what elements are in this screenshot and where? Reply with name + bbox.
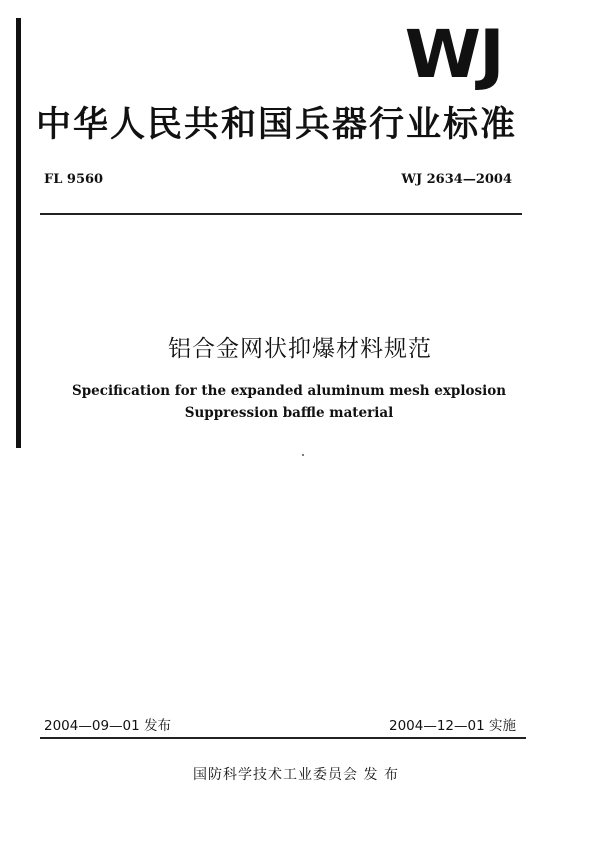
bottom-divider — [40, 737, 526, 739]
document-title-english — [0, 380, 578, 424]
implementation-date: 2004—12—01 实施 — [388, 718, 516, 734]
standard-title: 中华人民共和国兵器行业标准 — [36, 105, 518, 145]
document-title-chinese: 铝合金网状抑爆材料规范 — [168, 336, 432, 362]
issue-date: 2004—09—01 发布 — [44, 718, 172, 734]
standard-number: WJ 2634—2004 — [401, 172, 512, 187]
wj-logo: WJ — [404, 16, 503, 93]
classification-code: FL 9560 — [44, 172, 104, 187]
scan-speck — [302, 454, 304, 456]
top-divider — [40, 213, 522, 215]
publisher: 国防科学技术工业委员会 发 布 — [193, 767, 399, 783]
english-title-line-1: Specification for the expanded aluminum mesh explosion — [71, 383, 507, 399]
english-title-line-2: Suppression baffle material — [184, 405, 394, 421]
